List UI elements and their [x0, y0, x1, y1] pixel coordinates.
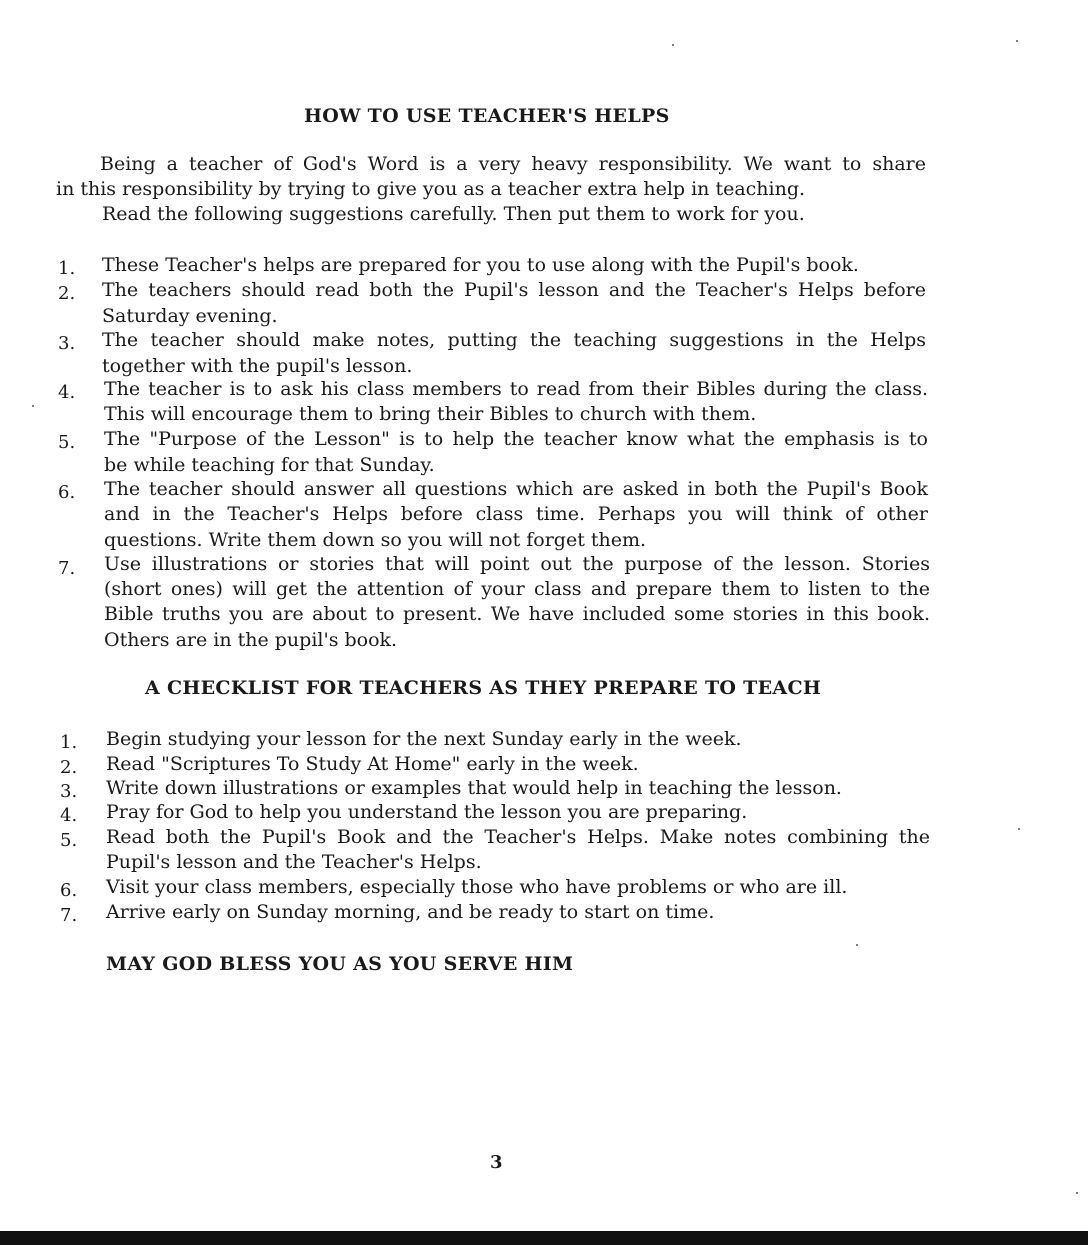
intro-line-1: Being a teacher of God's Word is a very heavy responsibility. We want to share [100, 153, 926, 175]
list-item-line: Read "Scriptures To Study At Home" early in the week. [106, 753, 639, 775]
list-item-line: Read both the Pupil's Book and the Teacher's Helps. Make notes combining the [106, 826, 930, 848]
list-item-line: be while teaching for that Sunday. [104, 454, 435, 476]
list-item-line: Pray for God to help you understand the lesson you are preparing. [106, 801, 748, 823]
scan-speck [1018, 828, 1020, 830]
list-item-line: Others are in the pupil's book. [104, 629, 398, 651]
list-item-number: 2. [60, 757, 78, 778]
checklist-title: A CHECKLIST FOR TEACHERS AS THEY PREPARE TO TEACH [145, 677, 822, 699]
scan-edge [0, 1231, 1088, 1245]
closing-blessing: MAY GOD BLESS YOU AS YOU SERVE HIM [106, 953, 574, 975]
list-item-number: 6. [58, 482, 76, 503]
list-item-line: Saturday evening. [102, 305, 278, 327]
list-item-number: 1. [58, 258, 76, 279]
list-item-number: 3. [60, 781, 78, 802]
intro-line-2: in this responsibility by trying to give you as a teacher extra help in teaching. [56, 178, 806, 200]
list-item-number: 3. [58, 333, 76, 354]
list-item-number: 6. [60, 880, 78, 901]
list-item-number: 5. [60, 830, 78, 851]
list-item-number: 1. [60, 732, 78, 753]
list-item-line: Bible truths you are about to present. We have included some stories in this book. [104, 603, 930, 625]
page-title: HOW TO USE TEACHER'S HELPS [304, 105, 670, 127]
list-item-line: Pupil's lesson and the Teacher's Helps. [106, 851, 482, 873]
list-item-number: 7. [58, 558, 76, 579]
page-number: 3 [490, 1152, 503, 1173]
scan-speck [1016, 40, 1018, 42]
list-item-number: 7. [60, 905, 78, 926]
scan-speck [32, 405, 34, 407]
scan-speck [672, 44, 674, 46]
list-item-line: together with the pupil's lesson. [102, 355, 413, 377]
list-item-line: This will encourage them to bring their Bibles to church with them. [104, 403, 757, 425]
list-item-line: The "Purpose of the Lesson" is to help the teacher know what the emphasis is to [104, 428, 928, 450]
list-item-number: 4. [58, 382, 76, 403]
list-item-number: 2. [58, 283, 76, 304]
list-item-number: 4. [60, 805, 78, 826]
list-item-line: Write down illustrations or examples that would help in teaching the lesson. [106, 777, 842, 799]
list-item-line: questions. Write them down so you will not forget them. [104, 529, 647, 551]
intro-line-3: Read the following suggestions carefully. Then put them to work for you. [102, 203, 805, 225]
list-item-line: The teacher is to ask his class members to read from their Bibles during the class. [104, 378, 928, 400]
list-item-line: The teachers should read both the Pupil's lesson and the Teacher's Helps before [102, 279, 926, 301]
list-item-line: These Teacher's helps are prepared for you to use along with the Pupil's book. [102, 254, 859, 276]
scan-speck [1076, 1192, 1078, 1194]
list-item-line: Arrive early on Sunday morning, and be ready to start on time. [106, 901, 715, 923]
list-item-line: Begin studying your lesson for the next Sunday early in the week. [106, 728, 742, 750]
list-item-number: 5. [58, 432, 76, 453]
list-item-line: and in the Teacher's Helps before class time. Perhaps you will think of other [104, 503, 928, 525]
list-item-line: (short ones) will get the attention of your class and prepare them to listen to the [104, 578, 930, 600]
list-item-line: Visit your class members, especially those who have problems or who are ill. [106, 876, 848, 898]
list-item-line: The teacher should answer all questions which are asked in both the Pupil's Book [104, 478, 928, 500]
scan-speck [856, 944, 858, 946]
list-item-line: Use illustrations or stories that will point out the purpose of the lesson. Stories [104, 553, 930, 575]
list-item-line: The teacher should make notes, putting the teaching suggestions in the Helps [102, 329, 926, 351]
